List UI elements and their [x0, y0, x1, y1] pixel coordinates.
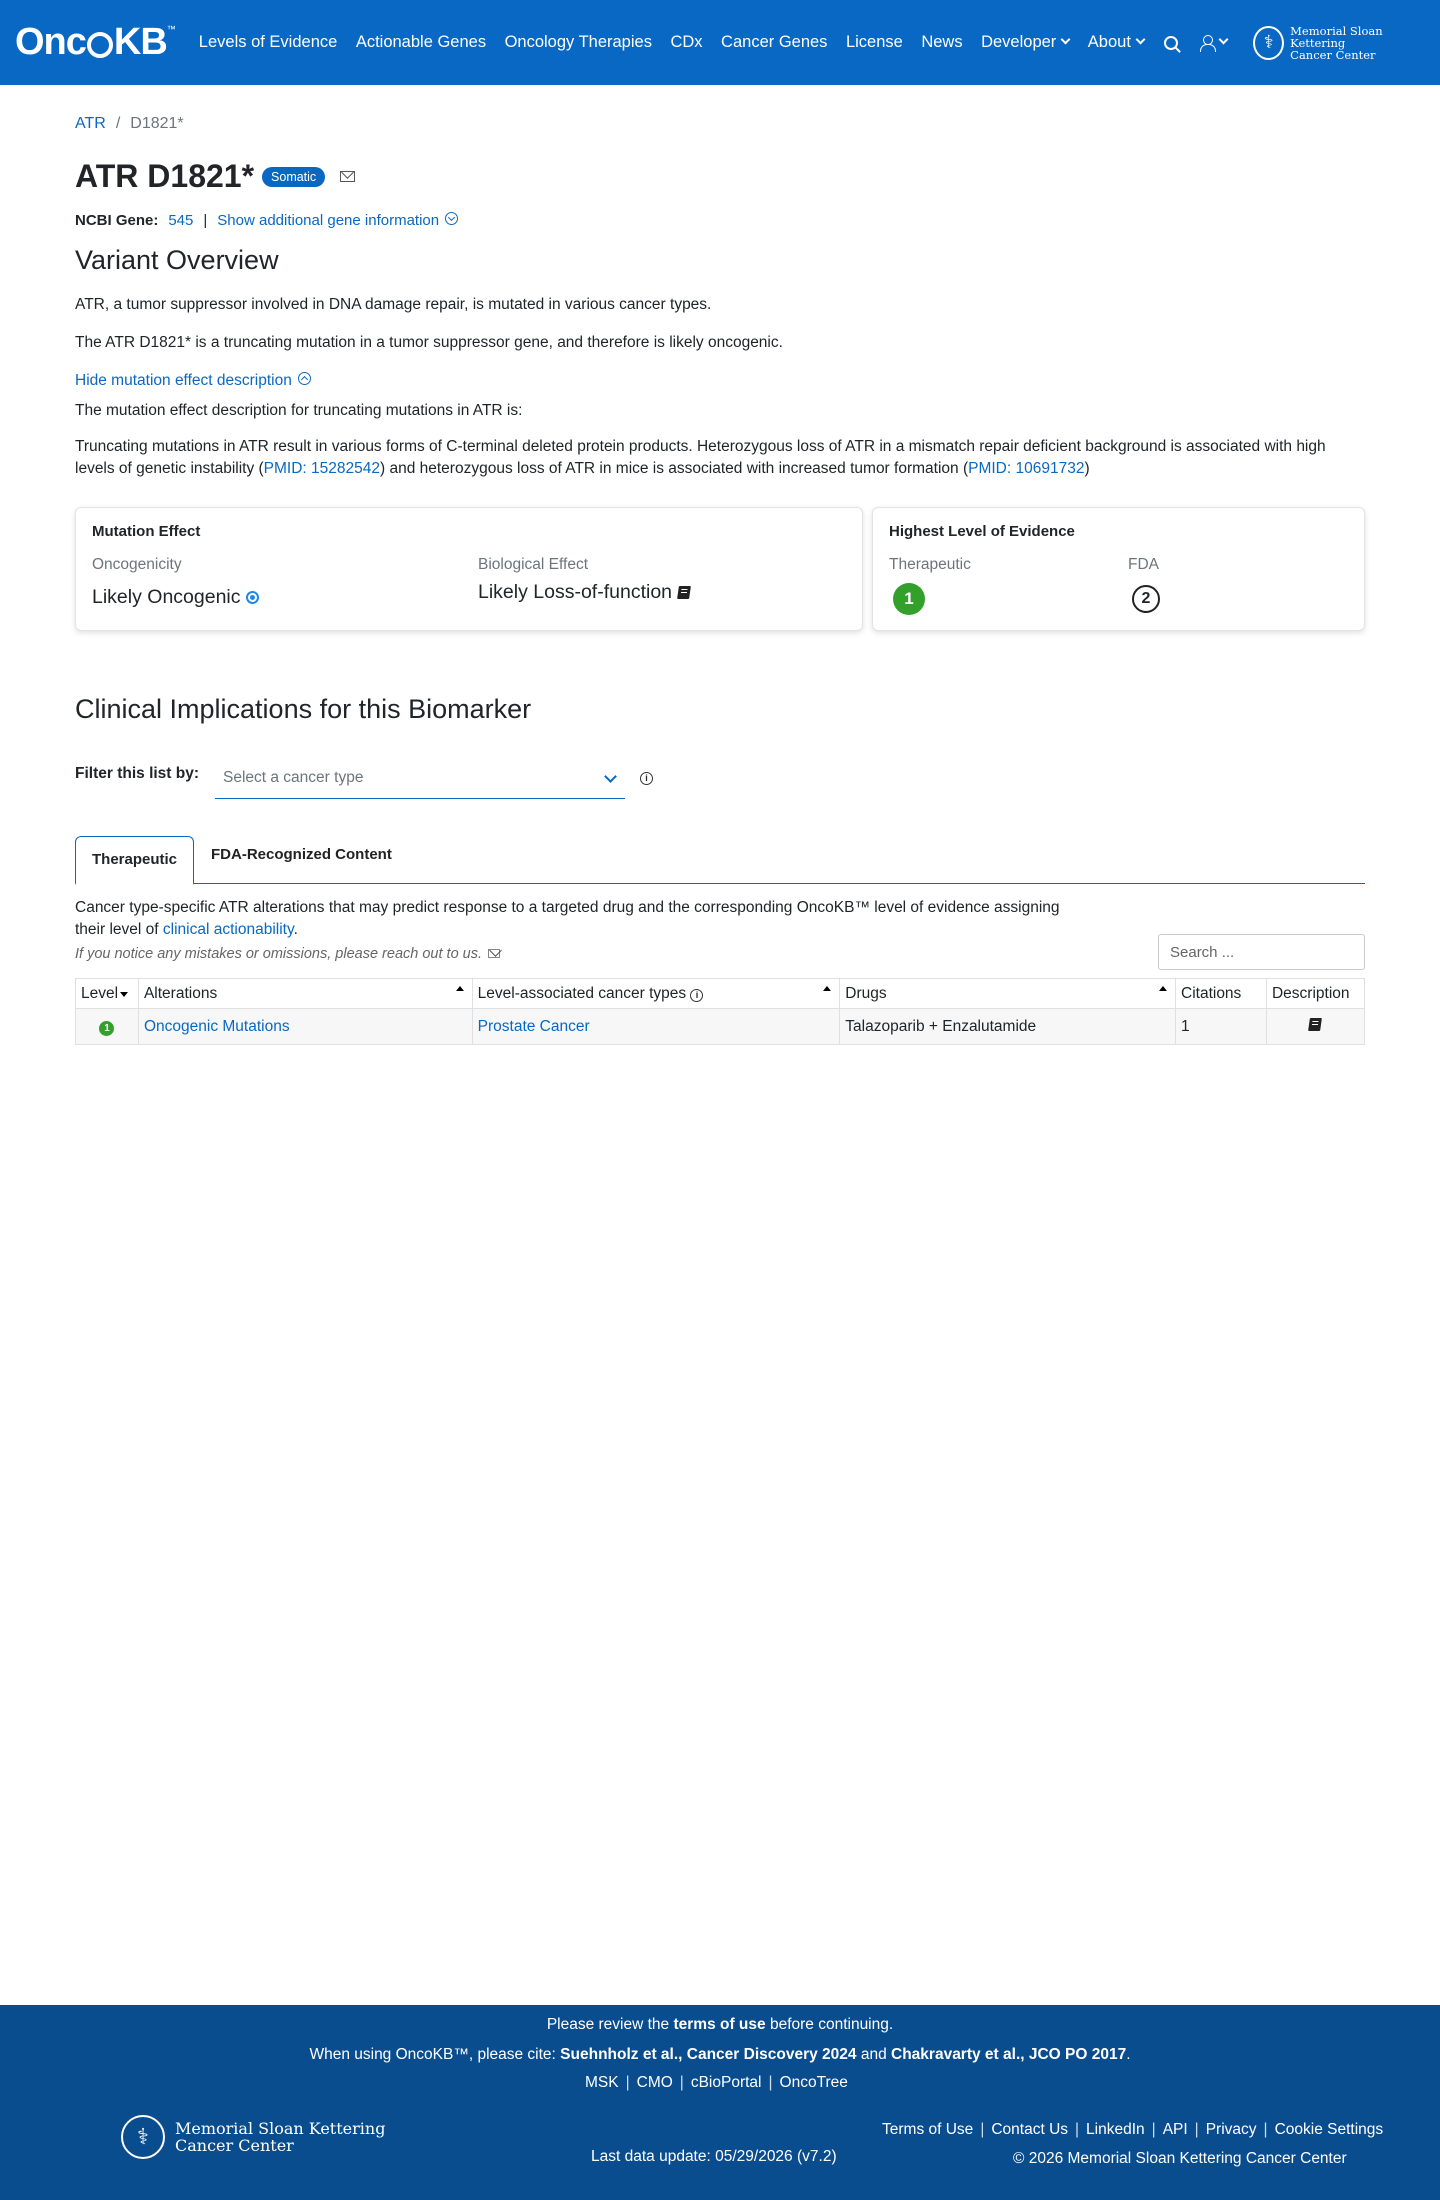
- oncogenicity-value: Likely Oncogenic: [92, 586, 241, 608]
- logo-trademark: ™: [166, 23, 175, 34]
- msk-header-logo[interactable]: [1253, 25, 1425, 61]
- col-alterations-label: Alterations: [143, 984, 218, 1002]
- therapeutic-table: [75, 978, 1365, 1045]
- chevron-up-circle-icon: [298, 372, 311, 385]
- col-citations[interactable]: Citations: [1176, 979, 1267, 1009]
- breadcrumb: [75, 115, 184, 133]
- biological-effect-value: Likely Loss-of-function: [478, 581, 673, 603]
- footer-link-terms[interactable]: Terms of Use: [882, 2121, 974, 2138]
- col-drugs[interactable]: [840, 979, 1176, 1009]
- nav-license[interactable]: License: [845, 33, 903, 51]
- ncbi-separator: |: [203, 212, 208, 229]
- col-alterations[interactable]: [138, 979, 472, 1009]
- feedback-notice: [75, 943, 500, 965]
- cell-drugs: Talazoparib + Enzalutamide: [840, 1009, 1176, 1045]
- mutation-effect-intro: The mutation effect description for truncating mutations in ATR is:: [75, 402, 523, 419]
- footer-cite-text-e: .: [1126, 2046, 1131, 2063]
- chevron-down-circle-icon: [445, 212, 458, 225]
- footer-link-cookie-settings[interactable]: Cookie Settings: [1274, 2121, 1384, 2138]
- nav-developer-label: Developer: [981, 33, 1057, 51]
- overview-gene-summary: ATR, a tumor suppressor involved in DNA damage repair, is mutated in various cancer types.: [75, 296, 712, 313]
- footer-portal-links: MSK | CMO | cBioPortal | OncoTree: [585, 2074, 848, 2091]
- breadcrumb-separator: /: [115, 115, 121, 132]
- cancer-type-select-placeholder: Select a cancer type: [223, 769, 364, 786]
- sort-desc-icon: [120, 992, 128, 997]
- footer-citation: [0, 2046, 1440, 2064]
- mutation-effect-description: [75, 436, 1365, 480]
- biological-effect-value-row: [478, 581, 690, 604]
- fda-level-badge[interactable]: 2: [1132, 585, 1160, 613]
- footer-terms-link[interactable]: terms of use: [673, 2016, 766, 2033]
- therapeutic-label: Therapeutic: [889, 556, 971, 573]
- cell-level: [76, 1009, 139, 1045]
- oncogenicity-label: Oncogenicity: [92, 556, 182, 573]
- nav-oncology-therapies[interactable]: Oncology Therapies: [504, 33, 652, 51]
- page-title: ATR D1821*: [75, 158, 255, 194]
- pmid-link-2[interactable]: PMID: 10691732: [968, 460, 1085, 477]
- oncokb-logo[interactable]: [15, 21, 175, 64]
- user-icon: [1200, 35, 1214, 51]
- hide-mutation-effect-label: Hide mutation effect description: [75, 372, 292, 389]
- table-row: [76, 1009, 1365, 1045]
- tab-therapeutic[interactable]: Therapeutic: [75, 836, 194, 885]
- top-navbar: [0, 0, 1440, 85]
- logo-o-ring-icon: [87, 32, 113, 58]
- col-drugs-label: Drugs: [845, 984, 887, 1002]
- nav-menu: [199, 33, 1163, 52]
- account-dropdown[interactable]: [1200, 35, 1227, 51]
- oncogenic-indicator-icon: [246, 591, 259, 604]
- nav-icons: [1164, 35, 1227, 51]
- alteration-link[interactable]: Oncogenic Mutations: [143, 1017, 290, 1035]
- sort-asc-icon: [1159, 986, 1167, 991]
- therapeutic-description-text: Cancer type-specific ATR alterations that may predict response to a targeted drug and the corresponding OncoKB™ level of evidence assigning their level of: [75, 899, 1060, 938]
- mutation-effect-title: Mutation Effect: [92, 523, 201, 540]
- tab-fda-recognized-content[interactable]: FDA-Recognized Content: [211, 846, 392, 863]
- footer-msk-line1: Memorial Sloan Kettering: [175, 2119, 386, 2138]
- footer-msk-logo[interactable]: [121, 2115, 385, 2159]
- info-icon[interactable]: i: [690, 989, 703, 1002]
- nav-news[interactable]: News: [921, 33, 963, 51]
- footer: [0, 2005, 1440, 2200]
- mutation-effect-text-c: ): [1084, 460, 1090, 477]
- footer-cite-link-2[interactable]: Chakravarty et al., JCO PO 2017: [891, 2046, 1127, 2063]
- clinical-implications-heading: Clinical Implications for this Biomarker: [75, 694, 532, 724]
- show-gene-info-label: Show additional gene information: [217, 212, 440, 229]
- nav-levels-of-evidence[interactable]: Levels of Evidence: [198, 33, 338, 51]
- filter-label: Filter this list by:: [75, 765, 200, 782]
- overview-variant-summary: The ATR D1821* is a truncating mutation in a tumor suppressor gene, and therefore is likely oncogenic.: [75, 334, 783, 351]
- therapeutic-description-end: .: [293, 921, 298, 938]
- footer-copyright: © 2026 Memorial Sloan Kettering Cancer Center: [1013, 2150, 1347, 2167]
- oncogenicity-value-row: [92, 586, 259, 609]
- therapeutic-description: [75, 897, 1085, 941]
- chevron-down-icon: [1061, 35, 1071, 45]
- footer-link-contact[interactable]: Contact Us: [991, 2121, 1069, 2138]
- breadcrumb-gene-link[interactable]: ATR: [75, 115, 106, 132]
- book-icon[interactable]: [677, 586, 691, 599]
- cell-cancer-type: [472, 1009, 840, 1045]
- fda-label: FDA: [1128, 556, 1159, 573]
- mutation-effect-text-a: Truncating mutations in ATR result in various forms of C-terminal deleted protein products. Heterozygous loss of ATR in a mismatch repair deficient background is associated with high levels of genetic instability (: [75, 438, 1326, 477]
- col-level[interactable]: [76, 979, 139, 1009]
- footer-cite-text-c: and: [856, 2046, 892, 2063]
- book-icon[interactable]: [1309, 1018, 1323, 1031]
- chevron-down-icon: [1135, 35, 1145, 45]
- footer-nav-links: Terms of Use | Contact Us | LinkedIn | API | Privacy | Cookie Settings: [882, 2121, 1384, 2138]
- footer-link-cmo[interactable]: CMO: [636, 2074, 673, 2091]
- highest-level-evidence-card: [872, 507, 1365, 631]
- cancer-type-link[interactable]: Prostate Cancer: [477, 1017, 590, 1035]
- nav-about-dropdown[interactable]: [1088, 33, 1144, 52]
- pmid-link-1[interactable]: PMID: 15282542: [263, 460, 380, 477]
- nav-cancer-genes[interactable]: Cancer Genes: [721, 33, 828, 51]
- footer-link-linkedin[interactable]: LinkedIn: [1086, 2121, 1145, 2138]
- footer-terms-notice: [0, 2016, 1440, 2034]
- breadcrumb-current: D1821*: [130, 115, 184, 132]
- info-icon[interactable]: i: [640, 772, 653, 785]
- footer-link-msk[interactable]: MSK: [585, 2074, 619, 2091]
- logo-text-suffix: KB: [113, 21, 167, 63]
- biological-effect-label: Biological Effect: [478, 556, 588, 573]
- footer-msk-line2: Cancer Center: [175, 2136, 294, 2155]
- footer-msk-logo-text: [175, 2120, 385, 2154]
- somatic-badge: Somatic: [262, 167, 325, 187]
- sort-asc-icon: [456, 986, 464, 991]
- feedback-notice-text: If you notice any mistakes or omissions, please reach out to us.: [75, 946, 483, 962]
- msk-logo-text: [1290, 25, 1425, 61]
- footer-link-oncotree[interactable]: OncoTree: [779, 2074, 848, 2091]
- col-cancer-types[interactable]: [472, 979, 840, 1009]
- footer-terms-text-a: Please review the: [546, 2016, 674, 2033]
- footer-terms-text-c: before continuing.: [765, 2016, 894, 2033]
- nav-actionable-genes[interactable]: Actionable Genes: [355, 33, 487, 51]
- title-row: [75, 158, 355, 195]
- variant-overview-heading: Variant Overview: [75, 245, 279, 275]
- chevron-down-icon: [604, 770, 617, 783]
- tabs: [75, 836, 1365, 884]
- nav-developer-dropdown[interactable]: [981, 33, 1069, 52]
- mutation-effect-text-b: ) and heterozygous loss of ATR in mice is associated with increased tumor formation (: [380, 460, 969, 477]
- cell-description: [1266, 1009, 1364, 1045]
- mail-icon[interactable]: [488, 949, 500, 958]
- footer-cite-link-1[interactable]: Suehnholz et al., Cancer Discovery 2024: [560, 2046, 857, 2063]
- msk-logo-line2: Cancer Center: [1290, 47, 1376, 62]
- footer-link-cbioportal[interactable]: cBioPortal: [690, 2074, 762, 2091]
- msk-emblem-icon: ⚕: [121, 2115, 165, 2159]
- chevron-down-icon: [1219, 35, 1229, 45]
- ncbi-gene-row: [75, 212, 458, 229]
- nav-cdx[interactable]: CDx: [670, 33, 703, 51]
- mail-icon[interactable]: [340, 171, 355, 182]
- msk-emblem-icon: ⚕: [1253, 26, 1284, 60]
- logo-text-prefix: Onc: [15, 21, 86, 63]
- evidence-title: Highest Level of Evidence: [889, 523, 1075, 540]
- search-icon[interactable]: [1164, 36, 1178, 50]
- ncbi-gene-id-link[interactable]: 545: [168, 212, 194, 229]
- level-badge: 1: [99, 1021, 114, 1036]
- show-gene-info-toggle[interactable]: [217, 212, 458, 229]
- msk-logo-line1: Memorial Sloan Kettering: [1290, 23, 1383, 50]
- table-header-row: [76, 979, 1365, 1009]
- footer-link-privacy[interactable]: Privacy: [1205, 2121, 1257, 2138]
- clinical-actionability-link[interactable]: clinical actionability: [162, 921, 294, 938]
- footer-last-update: Last data update: 05/29/2026 (v7.2): [591, 2148, 837, 2165]
- col-cancer-types-label: Level-associated cancer types: [477, 984, 687, 1002]
- mutation-effect-card: [75, 507, 863, 631]
- footer-cite-text-a: When using OncoKB™, please cite:: [309, 2046, 561, 2063]
- footer-link-api[interactable]: API: [1162, 2121, 1188, 2138]
- table-search-input[interactable]: [1158, 934, 1365, 970]
- cell-citations[interactable]: 1: [1176, 1009, 1267, 1045]
- hide-mutation-effect-toggle[interactable]: [75, 370, 311, 392]
- cell-alteration: [138, 1009, 472, 1045]
- sort-asc-icon: [823, 986, 831, 991]
- col-level-label: Level: [81, 984, 119, 1002]
- col-description: Description: [1266, 979, 1364, 1009]
- nav-about-label: About: [1087, 33, 1131, 51]
- therapeutic-level-badge[interactable]: 1: [893, 583, 925, 615]
- ncbi-gene-label: NCBI Gene:: [75, 212, 159, 229]
- cancer-type-select[interactable]: [215, 763, 625, 799]
